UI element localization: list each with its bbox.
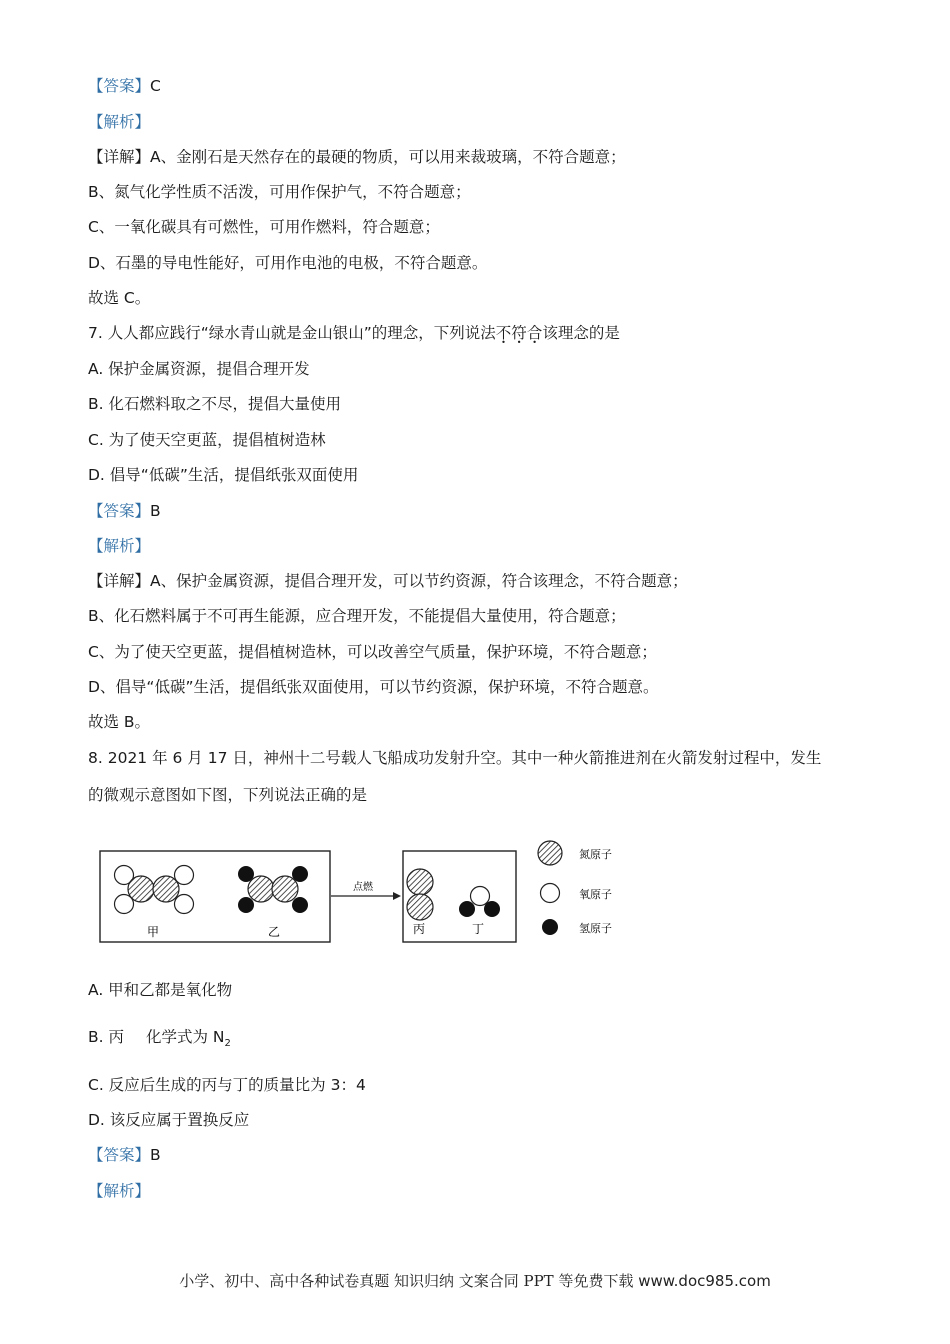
footer-site: www.doc985.com [638,1272,771,1290]
q7-answer-line [88,501,161,521]
reaction-diagram [95,838,635,948]
emphasis-char: 不 [495,324,512,342]
q8-stem-line-2: 的微观示意图如下图，下列说法正确的是 [88,786,368,804]
legend-hydrogen-swatch [542,919,558,935]
footer-text: 小学、初中、高中各种试卷真题 知识归纳 文案合同 PPT 等免费下载 [179,1272,634,1290]
analysis-tag: 【解析】 [88,537,151,555]
q7-detail-a: 【详解】A、保护金属资源，提倡合理开发，可以节约资源，符合该理念，不符合题意； [88,572,688,590]
q8-option-d: D. 该反应属于置换反应 [88,1111,250,1129]
legend-nitrogen-swatch [538,841,562,865]
q8-analysis-line [88,1181,150,1201]
q8-stem-line-1: 8. 2021 年 6 月 17 日，神州十二号载人飞船成功发射升空。其中一种火箭推进剂在火箭发射过程中，发生 [88,749,822,767]
q7-detail-d: D、倡导“低碳”生活，提倡纸张双面使用，可以节约资源，保护环境，不符合题意。 [88,678,659,696]
analysis-tag: 【解析】 [88,113,151,131]
q6-detail-a: 【详解】A、金刚石是天然存在的最硬的物质，可以用来裁玻璃，不符合题意； [88,148,626,166]
legend-hydrogen: 氢原子 [579,922,612,935]
q8-option-a: A. 甲和乙都是氧化物 [88,981,233,999]
q7-detail-c: C、为了使天空更蓝，提倡植树造林，可以改善空气质量，保护环境，不符合题意； [88,643,657,661]
emphasis-char: 合 [526,324,543,342]
answer-value: B [150,502,161,520]
label-ding: 丁 [472,922,485,936]
answer-tag: 【答案】 [88,1146,151,1164]
q6-analysis-line [88,112,150,132]
q6-answer-line [88,76,161,96]
detail-tag: 【详解】 [88,572,151,590]
analysis-tag: 【解析】 [88,1182,151,1200]
label-jia: 甲 [147,925,160,939]
legend-oxygen: 氧原子 [579,888,612,901]
q7-option-a: A. 保护金属资源，提倡合理开发 [88,360,310,378]
page-footer [0,1270,950,1291]
legend-nitrogen: 氮原子 [579,848,612,861]
q8-option-b: B. 丙 化学式为 $N_2$ [88,1028,231,1050]
q7-stem: 7. 人人都应践行“绿水青山就是金山银山”的理念，下列说法不符合该理念的是 [88,324,620,342]
q7-analysis-line [88,536,150,556]
arrow-label: 点燃 [353,882,373,893]
q7-detail-b: B、化石燃料属于不可再生能源，应合理开发，不能提倡大量使用，符合题意； [88,607,626,625]
q7-conclusion: 故选 B。 [88,713,151,731]
answer-value: B [150,1146,161,1164]
legend-oxygen-swatch [541,884,560,903]
q7-option-b: B. 化石燃料取之不尽，提倡大量使用 [88,395,341,413]
q7-option-c: C. 为了使天空更蓝，提倡植树造林 [88,431,326,449]
q7-option-d: D. 倡导“低碳”生活，提倡纸张双面使用 [88,466,359,484]
q8-option-c: C. 反应后生成的丙与丁的质量比为 3：4 [88,1076,366,1094]
detail-tag: 【详解】 [88,148,151,166]
label-yi: 乙 [268,925,281,939]
answer-tag: 【答案】 [88,502,151,520]
answer-tag: 【答案】 [88,77,151,95]
q6-detail-d: D、石墨的导电性能好，可用作电池的电极，不符合题意。 [88,254,488,272]
label-bing: 丙 [413,922,426,936]
q8-answer-line [88,1145,161,1165]
q6-detail-c: C、一氧化碳具有可燃性，可用作燃料，符合题意； [88,218,440,236]
legend [538,841,612,935]
answer-value: C [150,77,161,95]
reaction-arrow [331,892,401,900]
emphasis-char: 符 [511,324,527,342]
q6-detail-b: B、氮气化学性质不活泼，可用作保护气，不符合题意； [88,183,471,201]
q6-conclusion: 故选 C。 [88,289,151,307]
